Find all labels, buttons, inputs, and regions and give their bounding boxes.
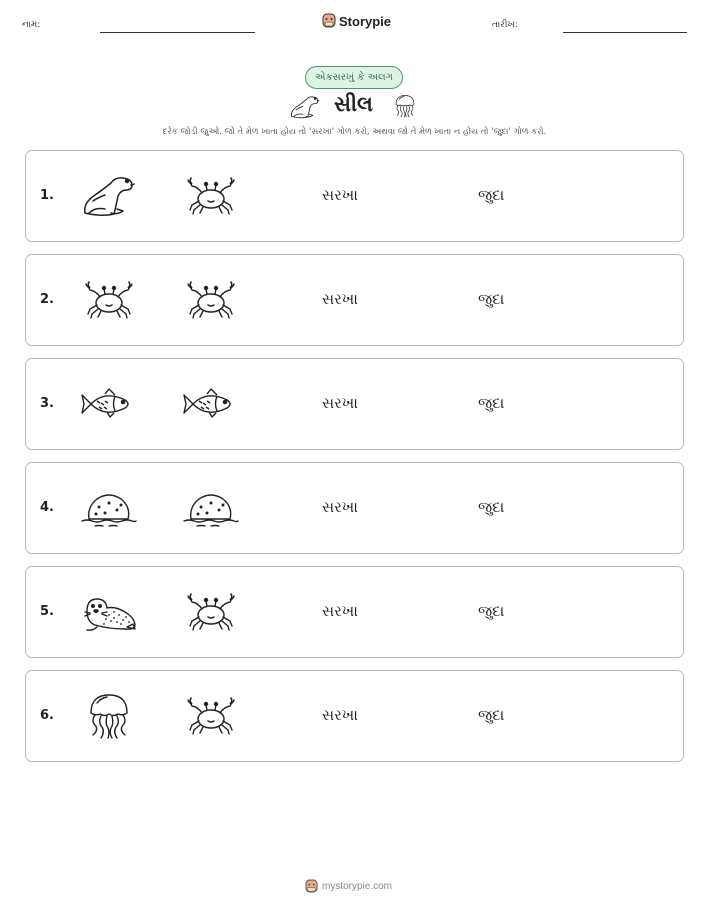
question-number: 3.	[40, 396, 54, 411]
fish-icon	[79, 379, 139, 429]
question-number: 4.	[40, 500, 54, 515]
question-card	[25, 462, 684, 554]
same-option[interactable]: સરખા	[322, 186, 358, 204]
rock-icon	[79, 483, 139, 533]
question-card	[25, 566, 684, 658]
seal-icon	[79, 171, 139, 221]
different-option[interactable]: જુદા	[478, 706, 505, 724]
title-row	[0, 88, 709, 124]
seal-icon	[288, 93, 322, 121]
different-option[interactable]: જુદા	[478, 498, 505, 516]
crab-icon	[181, 275, 241, 325]
fish-icon	[181, 379, 241, 429]
question-number: 2.	[40, 292, 54, 307]
footer	[305, 879, 392, 894]
same-option[interactable]: સરખા	[322, 706, 358, 724]
crab-icon	[79, 275, 139, 325]
jellyfish-icon	[79, 691, 139, 741]
name-label: નામ:	[22, 20, 41, 30]
brand-logo	[322, 13, 391, 29]
same-option[interactable]: સરખા	[322, 394, 358, 412]
crab-icon	[181, 691, 241, 741]
crab-icon	[181, 587, 241, 637]
crab-icon	[181, 171, 241, 221]
question-card	[25, 150, 684, 242]
jellyfish-icon	[390, 91, 420, 121]
same-option[interactable]: સરખા	[322, 290, 358, 308]
date-line[interactable]	[563, 32, 687, 33]
brand-name: Storypie	[339, 13, 392, 29]
question-card	[25, 254, 684, 346]
different-option[interactable]: જુદા	[478, 602, 505, 620]
page-title: સીલ	[334, 92, 373, 116]
category-badge: એકસરખું કે અલગ	[305, 66, 403, 89]
question-number: 5.	[40, 604, 54, 619]
footer-url: mystorypie.com	[322, 881, 393, 892]
different-option[interactable]: જુદા	[478, 394, 505, 412]
different-option[interactable]: જુદા	[478, 290, 505, 308]
date-label: તારીખ:	[492, 20, 518, 30]
storypie-mascot-icon	[305, 879, 318, 894]
question-number: 6.	[40, 708, 54, 723]
rock-icon	[181, 483, 241, 533]
instructions: દરેક જોડી જુઓ. જો તે મેળ ખાતા હોય તો 'સરખા' ગોળ કરો, અથવા જો તે મેળ ખાતા ન હોય તો 'જુદા' ગોળ કરો.	[162, 127, 547, 137]
storypie-mascot-icon	[322, 13, 336, 29]
spotted-seal-icon	[79, 587, 139, 637]
question-card	[25, 358, 684, 450]
same-option[interactable]: સરખા	[322, 498, 358, 516]
different-option[interactable]: જુદા	[478, 186, 505, 204]
same-option[interactable]: સરખા	[322, 602, 358, 620]
question-number: 1.	[40, 188, 54, 203]
worksheet-header	[0, 0, 709, 40]
name-line[interactable]	[100, 32, 255, 33]
question-card	[25, 670, 684, 762]
